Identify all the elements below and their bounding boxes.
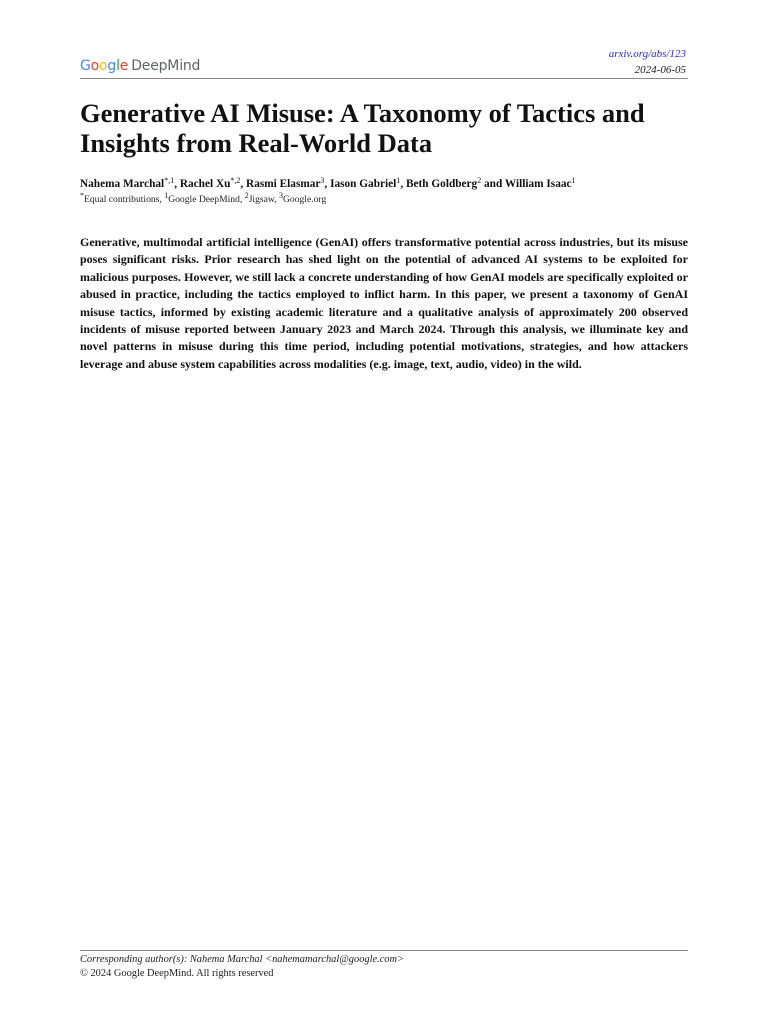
logo-letter: G bbox=[80, 58, 91, 74]
author-name: Nahema Marchal bbox=[80, 178, 165, 190]
corresponding-author: Corresponding author(s): Nahema Marchal <nahemamarchal@google.com> bbox=[80, 954, 405, 965]
affiliation-mark: 2 bbox=[244, 191, 249, 200]
affiliation-mark: * bbox=[80, 191, 84, 200]
author-separator: and bbox=[481, 178, 505, 190]
author-marks: *,1 bbox=[164, 176, 175, 185]
affiliation-separator: , bbox=[274, 194, 279, 205]
author-separator: , bbox=[400, 178, 406, 190]
author-marks: 1 bbox=[396, 176, 401, 185]
author-marks: 2 bbox=[477, 176, 482, 185]
header-meta bbox=[609, 46, 686, 78]
author-marks: 3 bbox=[320, 176, 325, 185]
google-wordmark bbox=[80, 58, 128, 74]
paper-title: Generative AI Misuse: A Taxonomy of Tactics and Insights from Real-World Data bbox=[80, 98, 645, 158]
author-marks: 1 bbox=[571, 176, 576, 185]
author-separator: , bbox=[324, 178, 331, 190]
arxiv-link[interactable]: arxiv.org/abs/123 bbox=[608, 48, 686, 60]
affiliation-mark: 3 bbox=[278, 191, 283, 200]
google-deepmind-logo bbox=[80, 55, 200, 77]
logo-letter: l bbox=[116, 58, 120, 74]
author-name: Rasmi Elasmar bbox=[246, 178, 321, 190]
footer-divider bbox=[80, 950, 688, 951]
author-list bbox=[80, 175, 700, 193]
publication-date: 2024-06-05 bbox=[634, 64, 686, 76]
author-name: Iason Gabriel bbox=[330, 178, 397, 190]
affiliation-mark: 1 bbox=[164, 191, 169, 200]
author-separator: , bbox=[174, 178, 180, 190]
logo-letter: e bbox=[119, 58, 129, 74]
affiliation-text: Google DeepMind bbox=[168, 194, 240, 205]
logo-letter: o bbox=[99, 58, 108, 74]
affiliation-separator: , bbox=[159, 194, 165, 205]
page-footer bbox=[80, 953, 688, 981]
author-name: Beth Goldberg bbox=[405, 178, 478, 190]
header-divider bbox=[80, 78, 688, 79]
author-marks: *,2 bbox=[230, 176, 241, 185]
logo-letter: o bbox=[90, 58, 100, 74]
author-name: William Isaac bbox=[504, 178, 572, 190]
affiliation-text: Equal contributions bbox=[84, 194, 160, 205]
affiliation-text: Google.org bbox=[282, 194, 327, 205]
affiliation-list bbox=[80, 193, 326, 207]
affiliation-text: Jigsaw bbox=[248, 194, 275, 205]
logo-letter: g bbox=[107, 58, 117, 74]
author-separator: , bbox=[240, 178, 247, 190]
author-name: Rachel Xu bbox=[179, 178, 231, 190]
deepmind-wordmark: DeepMind bbox=[131, 58, 201, 74]
copyright-notice: © 2024 Google DeepMind. All rights reserved bbox=[80, 968, 274, 979]
abstract: Generative, multimodal artificial intelligence (GenAI) offers transformative potential across industries, but its misuse poses significant risks. Prior research has shed light on the potential of advanced AI systems to be exploited for malicious purposes. However, we still lack a concrete understanding of how GenAI models are specifically exploited or abused in practice, including the tactics employed to inflict harm. In this paper, we present a taxonomy of GenAI misuse tactics, informed by existing academic literature and a qualitative analysis of approximately 200 observed incidents of misuse reported between January 2023 and March 2024. Through this analysis, we illuminate key and novel patterns in misuse during this time period, including potential motivations, strategies, and how attackers leverage and abuse system capabilities across modalities (e.g. image, text, audio, video) in the wild. bbox=[80, 235, 688, 371]
affiliation-separator: , bbox=[239, 194, 245, 205]
